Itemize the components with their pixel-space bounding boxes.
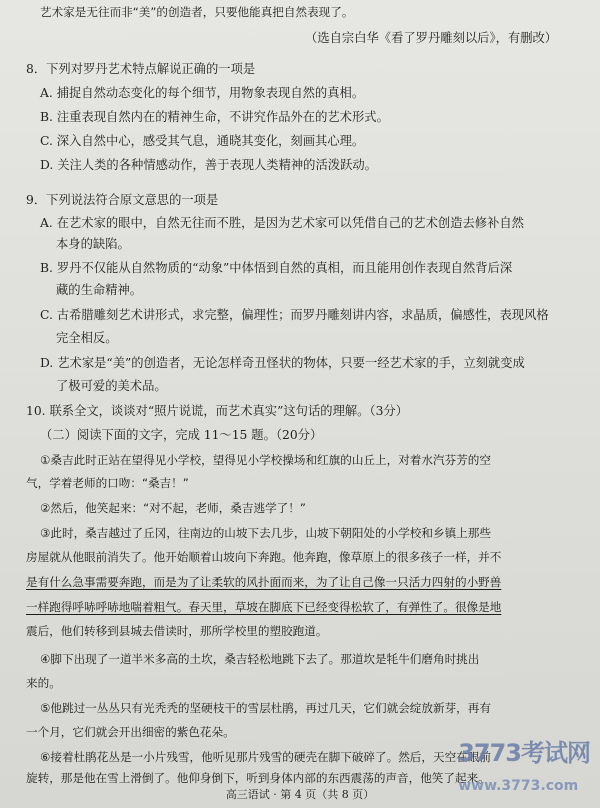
page-footer: 高三语试 · 第 4 页（共 8 页） (225, 788, 375, 801)
q8-option-d: D. 关注人类的各种情感动作，善于表现人类精神的活泼跃动。 (40, 158, 377, 172)
paragraph-5: ⑤他跳过一丛丛只有光秃秃的坚硬枝干的雪层杜鹃，再过几天，它们就会绽放新芽，再有 (40, 701, 491, 715)
paragraph-5-cont: 一个月，它们就会开出细密的紫色花朵。 (26, 725, 235, 739)
paragraph-6-cont: 旋转，那是他在雪上滑倒了。他仰身倒下，听到身体内部的东西震荡的声音，他笑了起来。 (26, 771, 490, 785)
q9-option-a-cont: 本身的缺陷。 (56, 237, 130, 251)
q9-option-d-cont: 了极可爱的美术品。 (56, 379, 167, 393)
q8-option-b: B. 注重表现自然内在的精神生命，不讲究作品外在的艺术形式。 (40, 110, 389, 124)
paragraph-4-cont: 来的。 (26, 676, 61, 690)
q9-option-a: A. 在艺术家的眼中，自然无往而不胜，是因为艺术家可以凭借自己的艺术创造去修补自然 (40, 216, 524, 230)
paragraph-6: ⑥接着杜鹃花丛是一小片残雪，他听见那片残雪的硬壳在脚下破碎了。然后，天空在眼前 (40, 750, 491, 764)
paragraph-3: ③此时，桑吉越过了丘冈，往南边的山坡下去几步，山坡下朝阳处的小学校和乡镇上那些 (40, 526, 491, 540)
paragraph-3-cont-2-underlined: 是有什么急事需要奔跑，而是为了让柔软的风扑面而来，为了让自己像一只活力四射的小野兽 (26, 575, 502, 589)
paragraph-1-cont: 气，学着老师的口吻：“桑吉！” (26, 476, 189, 490)
section-2-heading: （二）阅读下面的文字，完成 11～15 题。（20分） (40, 428, 323, 442)
q9-option-b-cont: 藏的生命精神。 (56, 283, 143, 297)
paragraph-4: ④脚下出现了一道半米多高的土坎，桑吉轻松地跳下去了。那道坎是牦牛们磨角时挑出 (40, 652, 480, 666)
source-citation: （选自宗白华《看了罗丹雕刻以后》，有删改） (305, 31, 558, 45)
paragraph-1: ①桑吉此时正站在望得见小学校，望得见小学校操场和红旗的山丘上，对着水汽芬芳的空 (40, 453, 491, 467)
paragraph-3-cont-1: 房屋就从他眼前消失了。他开始顺着山坡向下奔跑。他奔跑，像草原上的很多孩子一样，并不 (26, 550, 502, 564)
question-8-stem: 8．下列对罗丹艺术特点解说正确的一项是 (26, 62, 256, 76)
watermark-logo (458, 733, 590, 796)
question-10: 10. 联系全文，谈谈对“照片说谎，而艺术真实”这句话的理解。（3分） (26, 404, 409, 418)
q9-option-d: D. 艺术家是“美”的创造者，无论怎样奇丑怪状的物体，只要一经艺术家的手，立刻就变成 (40, 356, 525, 370)
watermark-url: www.3773.com (458, 778, 579, 794)
q9-option-c-cont: 完全相反。 (56, 331, 118, 345)
paragraph-3-cont-4: 震后，他们转移到县城去借读时，那所学校里的塑胶跑道。 (26, 624, 328, 638)
watermark-main: 3773考试网 (458, 739, 590, 767)
q9-option-c: C. 古希腊雕刻艺术讲形式，求完整，偏理性；而罗丹雕刻讲内容，求晶质，偏感性，表现风格 (40, 308, 549, 322)
passage-closing-line: 艺术家是无往而非“美”的创造者，只要他能真把自然表现了。 (40, 5, 354, 19)
question-9-stem: 9．下列说法符合原文意思的一项是 (26, 193, 219, 207)
q8-option-a: A. 捕捉自然动态变化的每个细节，用物象表现自然的真相。 (40, 86, 365, 100)
q9-option-b: B. 罗丹不仅能从自然物质的“动象”中体悟到自然的真相，而且能用创作表现自然背后深 (40, 261, 513, 275)
paragraph-2: ②然后，他笑起来：“对不起，老师，桑吉逃学了！” (40, 501, 306, 515)
paragraph-3-cont-3-underlined: 一样跑得呼哧呼哧地喘着粗气。春天里，草坡在脚底下已经变得松软了，有弹性了。很像是地 (26, 600, 502, 614)
q8-option-c: C. 深入自然中心，感受其气息，通晓其变化，刻画其心理。 (40, 134, 365, 148)
